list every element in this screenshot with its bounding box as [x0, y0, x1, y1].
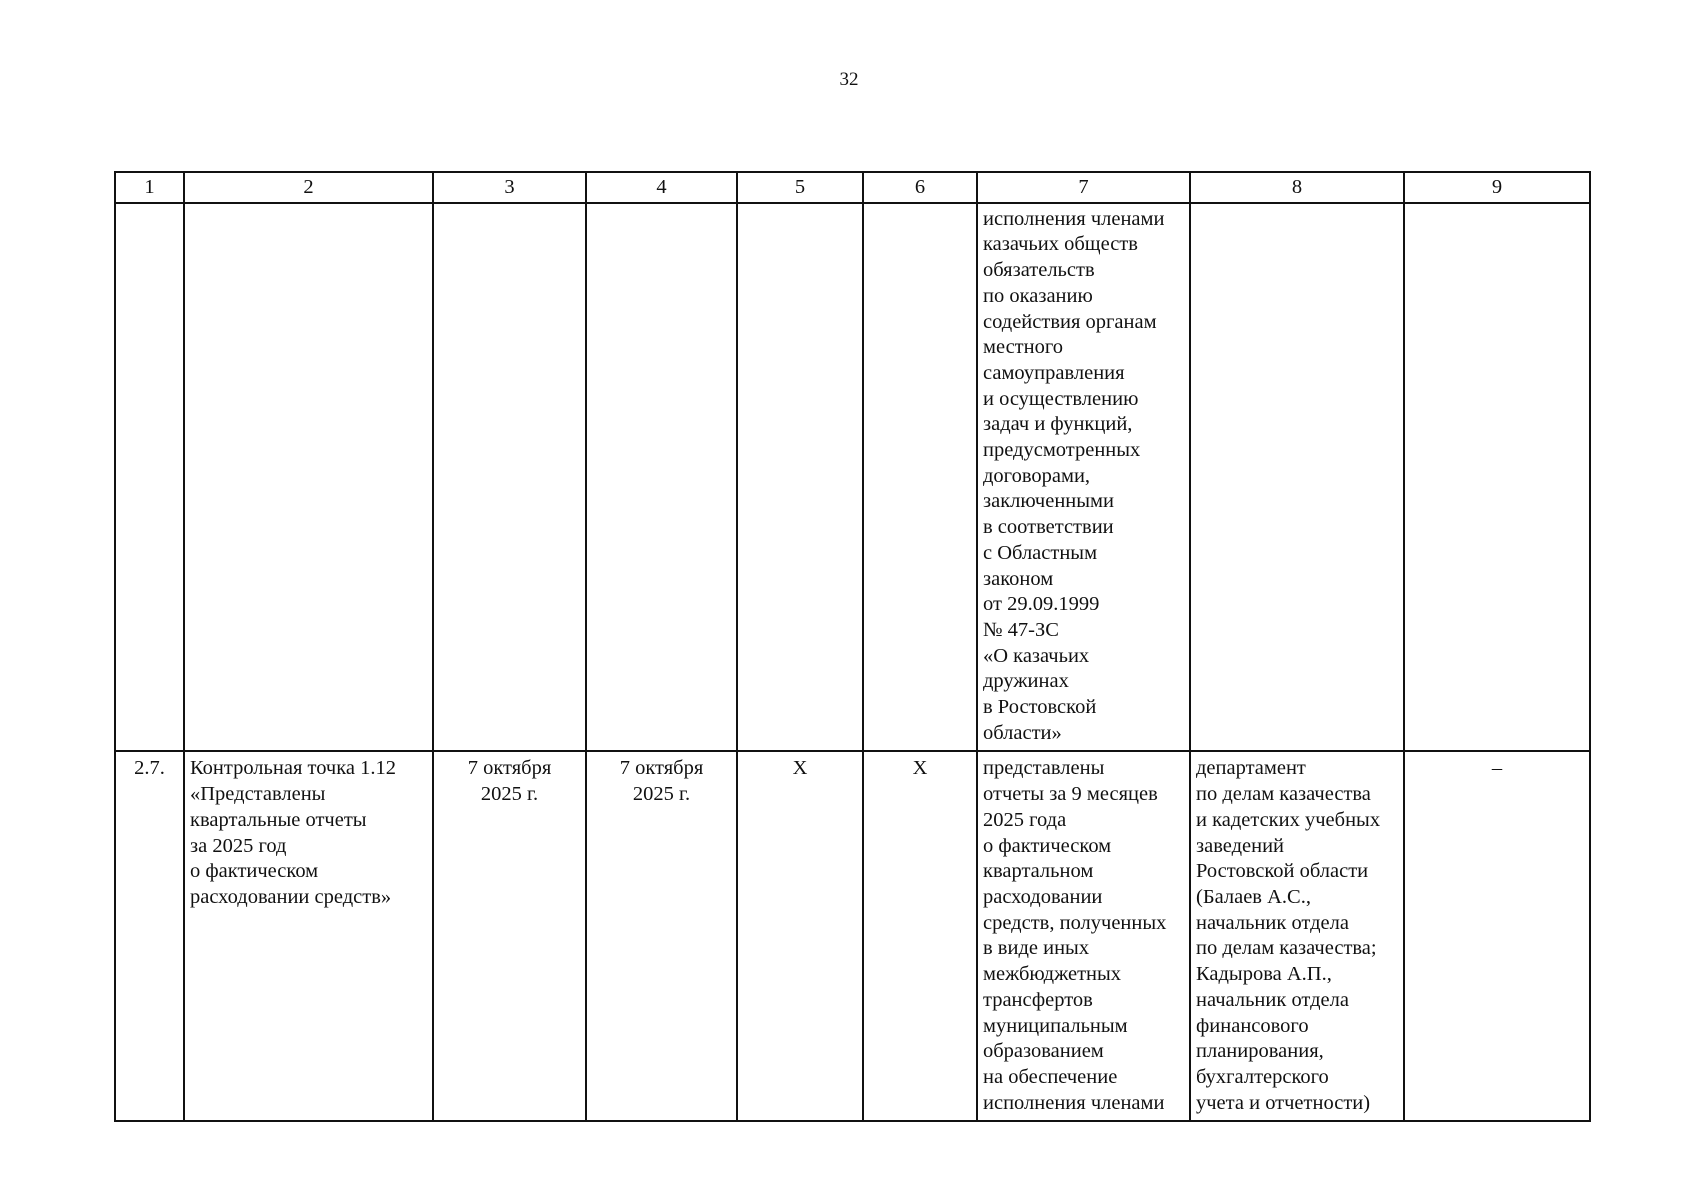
column-header: 3 [433, 172, 586, 203]
cell-result: представлены отчеты за 9 месяцев 2025 года о фактическом квартальном расходовании средств, полученных в виде иных межбюджетных трансфертов муниципальным образованием на обеспечение исполнения членами [977, 751, 1190, 1121]
cell-number: 2.7. [115, 751, 184, 1121]
column-header: 2 [184, 172, 433, 203]
column-header: 5 [737, 172, 863, 203]
plan-table [114, 171, 1591, 1122]
cell-number [115, 203, 184, 752]
column-header: 4 [586, 172, 737, 203]
cell-col5: X [737, 751, 863, 1121]
page-number: 32 [839, 69, 859, 90]
column-header: 8 [1190, 172, 1404, 203]
cell-end-date: 7 октября 2025 г. [586, 751, 737, 1121]
cell-result: исполнения членами казачьих обществ обязательств по оказанию содействия органам местного самоуправления и осуществлению задач и функций, предусмотренных договорами, заключенными в соответствии с Областным законом от 29.09.1999 № 47-ЗС «О казачьих дружинах в Ростовской области» [977, 203, 1190, 752]
cell-event: Контрольная точка 1.12 «Представлены квартальные отчеты за 2025 год о фактическом расходовании средств» [184, 751, 433, 1121]
cell-col6 [863, 203, 977, 752]
cell-col5 [737, 203, 863, 752]
cell-responsible [1190, 203, 1404, 752]
column-header: 9 [1404, 172, 1590, 203]
column-number-row [115, 172, 1590, 203]
cell-col9: – [1404, 751, 1590, 1121]
cell-col9 [1404, 203, 1590, 752]
column-header: 1 [115, 172, 184, 203]
column-header: 7 [977, 172, 1190, 203]
cell-start-date: 7 октября 2025 г. [433, 751, 586, 1121]
cell-responsible: департамент по делам казачества и кадетских учебных заведений Ростовской области (Балаев А.С., начальник отдела по делам казачества; Кадырова А.П., начальник отдела финансового планирования, бухгалтерского учета и отчетности) [1190, 751, 1404, 1121]
cell-col6: X [863, 751, 977, 1121]
cell-start-date [433, 203, 586, 752]
table-row [115, 203, 1590, 752]
column-header: 6 [863, 172, 977, 203]
table-row [115, 751, 1590, 1121]
cell-end-date [586, 203, 737, 752]
cell-event [184, 203, 433, 752]
